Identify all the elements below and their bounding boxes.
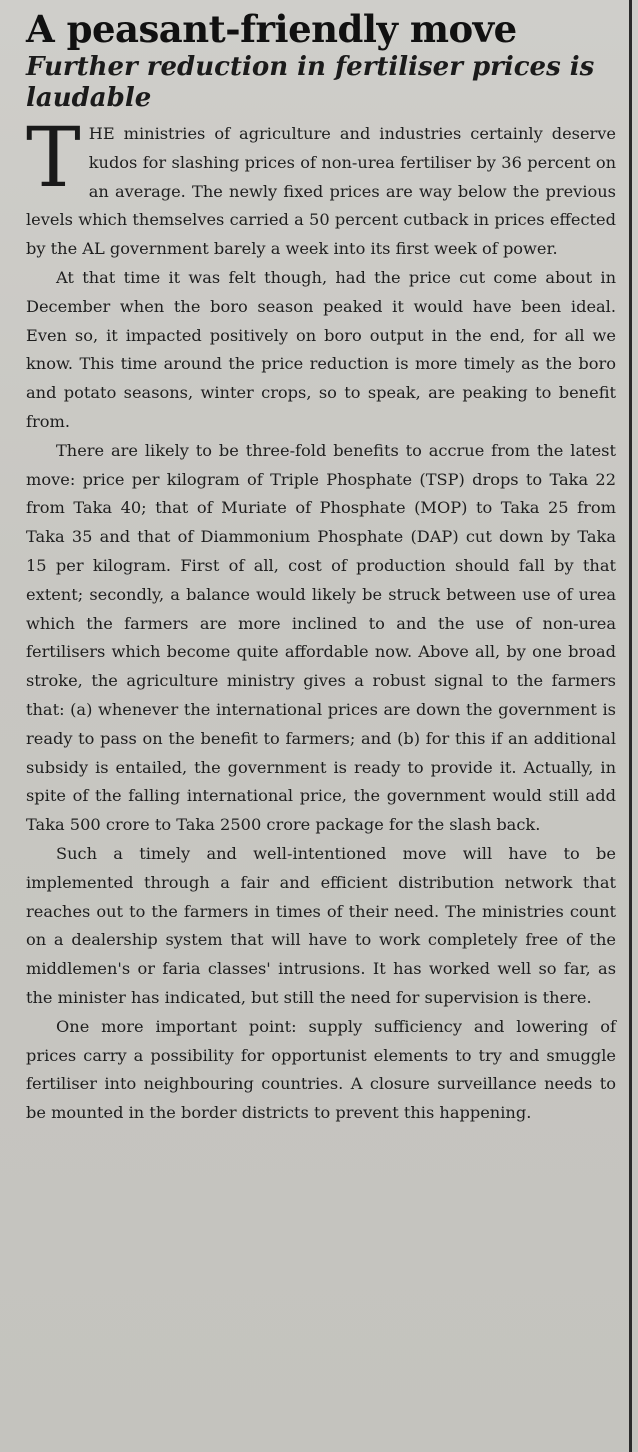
subheadline: Further reduction in fertiliser prices is laudable [26, 52, 595, 113]
paragraph-4: Such a timely and well-intentioned move will have to be implemented through a fair and efficient distribution network that reaches out to the farmers in times of their need. The ministries count on a dealership system that will have to work completely free of the middlemen's or faria classes' intrusions. It has worked well so far, as the minister has indicated, but still the need for supervision is there. [26, 843, 616, 1007]
paragraph-5: One more important point: supply sufficiency and lowering of prices carry a possibility for opportunist elements to try and smuggle fertiliser into neighbouring countries. A closure surveillance needs to be mounted in the border districts to prevent this happening. [26, 1016, 616, 1123]
paragraph-3: There are likely to be three-fold benefits to accrue from the latest move: price per kilogram of Triple Phosphate (TSP) drops to Taka 22 from Taka 40; that of Muriate of Phosphate (MOP) to Taka 25 from Taka 35 and that of Diammonium Phosphate (DAP) cut down by Taka 15 per kilogram. First of all, cost of production should fall by that extent; secondly, a balance would likely be struck between use of urea which the farmers are more inclined to and the use of non-urea fertilisers which become quite affordable now. Above all, by one broad stroke, the agriculture ministry gives a robust signal to the farmers that: (a) whenever the international prices are down the government is ready to pass on the benefit to farmers; and (b) for this if an additional subsidy is entailed, the government is ready to provide it. Actually, in spite of the falling international price, the government would still add Taka 500 crore to Taka 2500 crore package for the slash back. [26, 440, 616, 835]
paragraph-1-text: HE ministries of agriculture and industries certainly deserve kudos for slashing prices of non-urea fertiliser by 36 percent on an average. The newly fixed prices are way below the previous levels which themselves carried a 50 percent cutback in prices effected by the AL government barely a week into its first week of power. [26, 124, 616, 259]
article-body [26, 111, 616, 1128]
paragraph-1 [26, 111, 616, 264]
paragraph-2: At that time it was felt though, had the price cut come about in December when the boro season peaked it would have been ideal. Even so, it impacted positively on boro output in the end, for all we know. This time around the price reduction is more timely as the boro and potato seasons, winter crops, so to speak, are peaking to benefit from. [26, 267, 616, 431]
column-rule [629, 0, 632, 1452]
drop-cap: T [26, 111, 81, 206]
headline: A peasant-friendly move [26, 7, 517, 51]
